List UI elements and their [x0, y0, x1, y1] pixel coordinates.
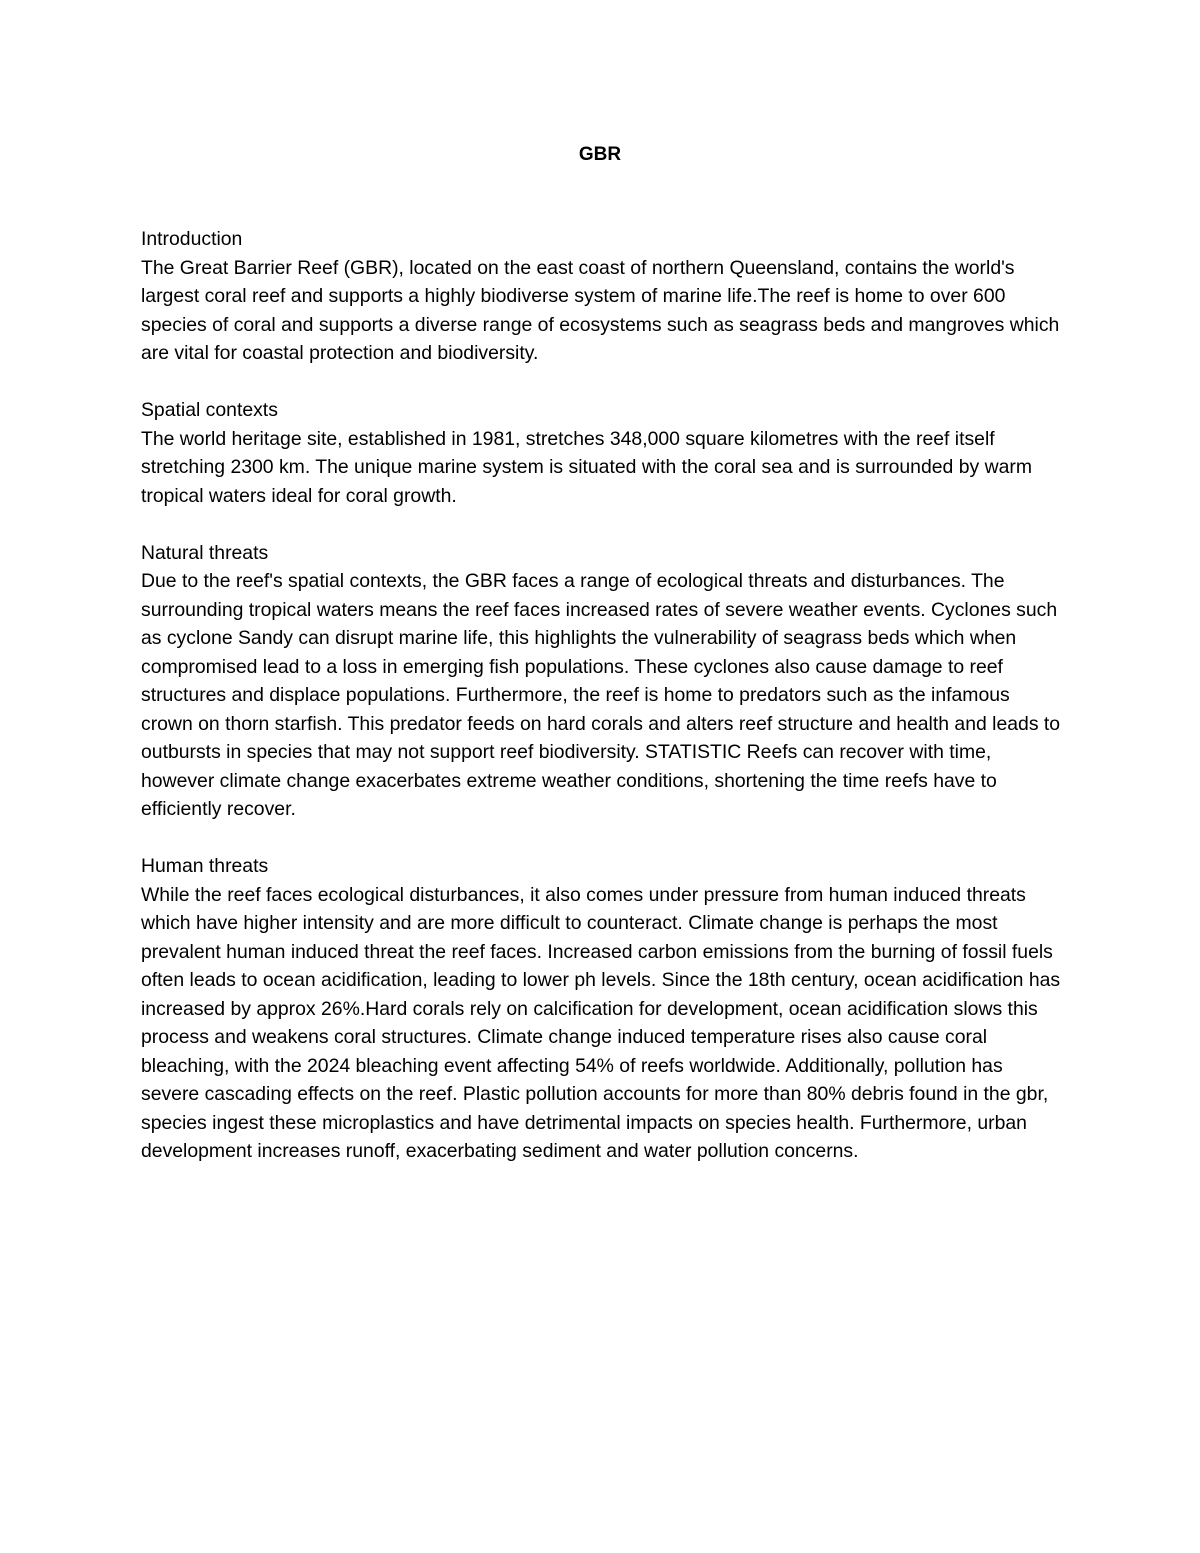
section-natural-threats — [141, 539, 1066, 824]
section-heading: Introduction — [141, 228, 243, 250]
section-paragraph: While the reef faces ecological disturbances, it also comes under pressure from human induced threats which have higher intensity and are more difficult to counteract. Climate change is perhaps the most prevalent human induced threat the reef faces. Increased carbon emissions from the burning of fossil fuels often leads to ocean acidification, leading to lower ph levels. Since the 18th century, ocean acidification has increased by approx 26%.Hard corals rely on calcification for development, ocean acidification slows this process and weakens coral structures. Climate change induced temperature rises also cause coral bleaching, with the 2024 bleaching event affecting 54% of reefs worldwide. Additionally, pollution has severe cascading effects on the reef. Plastic pollution accounts for more than 80% debris found in the gbr, species ingest these microplastics and have detrimental impacts on species health. Furthermore, urban development increases runoff, exacerbating sediment and water pollution concerns. — [141, 883, 1061, 1162]
document-body — [141, 225, 1066, 1194]
section-heading: Spatial contexts — [141, 399, 278, 421]
section-introduction — [141, 225, 1066, 368]
section-human-threats — [141, 852, 1066, 1166]
section-heading: Human threats — [141, 855, 269, 877]
section-paragraph: Due to the reef's spatial contexts, the GBR faces a range of ecological threats and disturbances. The surrounding tropical waters means the reef faces increased rates of severe weather events. Cyclones such as cyclone Sandy can disrupt marine life, this highlights the vulnerability of seagrass beds which when compromised lead to a loss in emerging fish populations. These cyclones also cause damage to reef structures and displace populations. Furthermore, the reef is home to predators such as the infamous crown on thorn starfish. This predator feeds on hard corals and alters reef structure and health and leads to outbursts in species that may not support reef biodiversity. STATISTIC Reefs can recover with time, however climate change exacerbates extreme weather conditions, shortening the time reefs have to efficiently recover. — [141, 570, 1061, 820]
section-paragraph: The world heritage site, established in 1981, stretches 348,000 square kilometres with the reef itself stretching 2300 km. The unique marine system is situated with the coral sea and is surrounded by warm tropical waters ideal for coral growth. — [141, 427, 1032, 507]
section-heading: Natural threats — [141, 541, 269, 564]
document-title: GBR — [578, 144, 622, 165]
section-paragraph: The Great Barrier Reef (GBR), located on the east coast of northern Queensland, contains the world's largest coral reef and supports a highly biodiverse system of marine life.The reef is home to over 600 species of coral and supports a diverse range of ecosystems such as seagrass beds and mangroves which are vital for coastal protection and biodiversity. — [141, 256, 1060, 364]
section-spatial-contexts — [141, 396, 1066, 510]
